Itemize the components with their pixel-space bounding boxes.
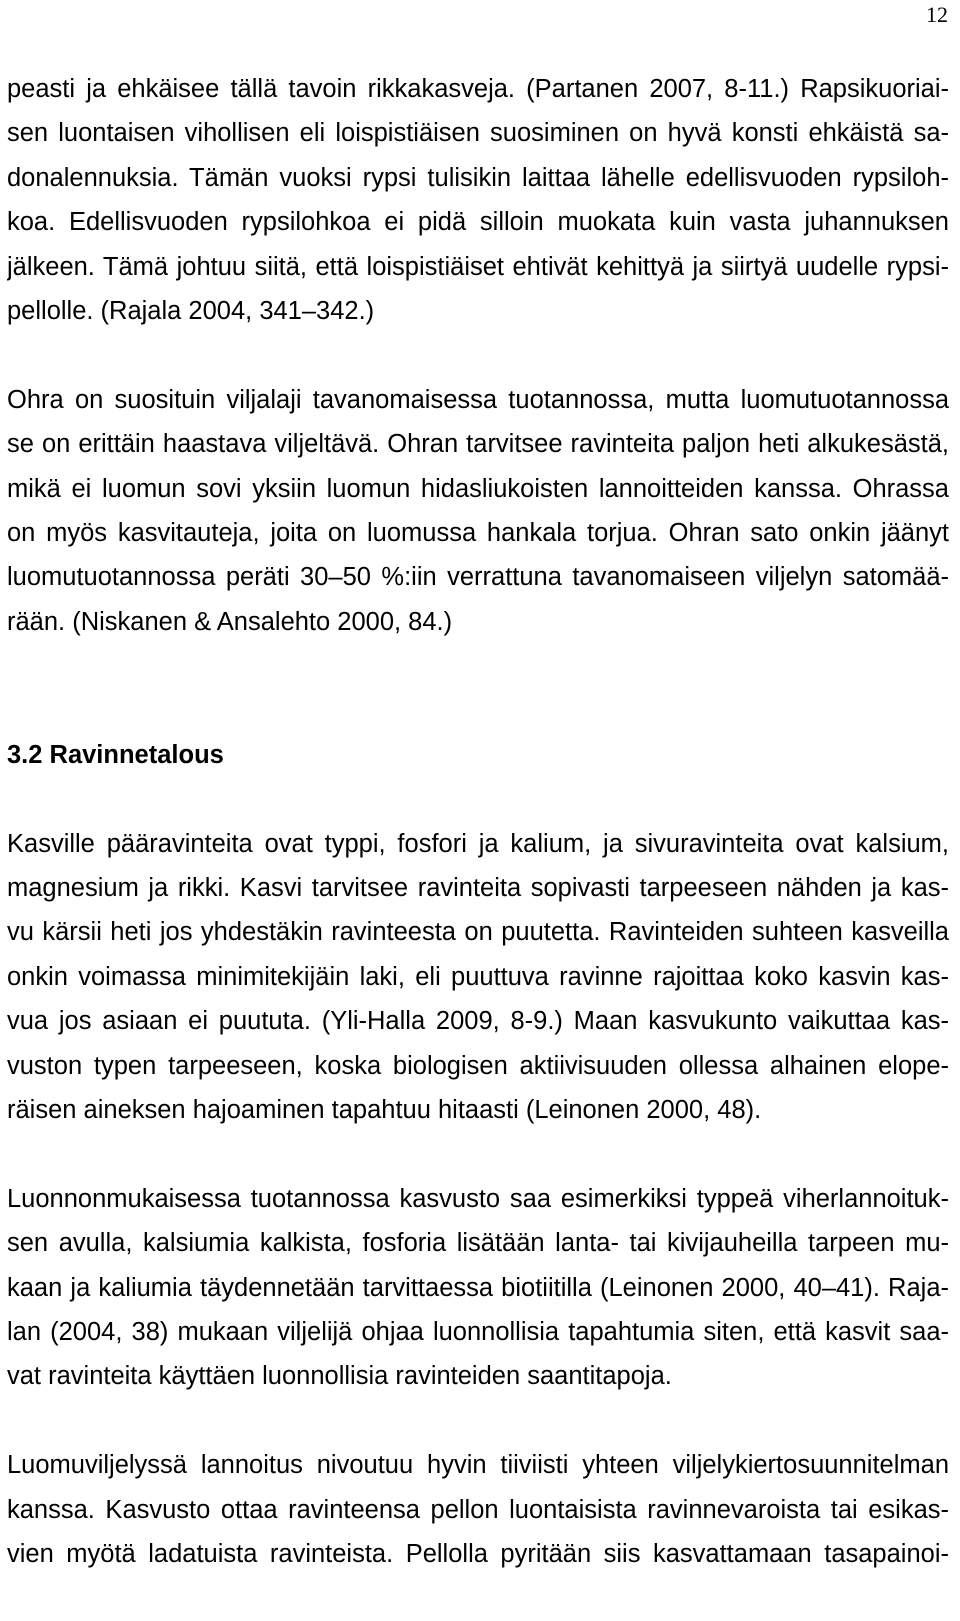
text-line: kanssa. Kasvusto ottaa ravinteensa pellon luontaisista ravinnevaroista tai esikas- [7, 1495, 949, 1524]
text-line: vien myötä ladatuista ravinteista. Pellolla pyritään siis kasvattamaan tasapainoi- [7, 1539, 949, 1568]
text-line: Ohra on suosituin viljalaji tavanomaisessa tuotannossa, mutta luomutuotannossa [7, 385, 949, 414]
text-line: rään. (Niskanen & Ansalehto 2000, 84.) [7, 607, 453, 636]
text-line: jälkeen. Tämä johtuu siitä, että loispistiäiset ehtivät kehittyä ja siirtyä uudelle rypsi- [7, 252, 949, 281]
text-line: sen luontaisen vihollisen eli loispistiäisen suosiminen on hyvä konsti ehkäistä sa- [7, 119, 949, 148]
text-line: Luonnonmukaisessa tuotannossa kasvusto saa esimerkiksi typpeä viherlannoituk- [7, 1184, 949, 1213]
text-line: vua jos asiaan ei puututa. (Yli-Halla 2009, 8-9.) Maan kasvukunto vaikuttaa kas- [7, 1007, 949, 1036]
text-line: kaan ja kaliumia täydennetään tarvittaessa biotiitilla (Leinonen 2000, 40–41). Raja- [7, 1273, 949, 1302]
text-line: peasti ja ehkäisee tällä tavoin rikkakasveja. (Partanen 2007, 8-11.) Rapsikuoriai- [7, 75, 949, 103]
text-line: sen avulla, kalsiumia kalkista, fosforia lisätään lanta- tai kivijauheilla tarpeen mu- [7, 1229, 949, 1258]
text-line: Luomuviljelyssä lannoitus nivoutuu hyvin tiiviisti yhteen viljelykiertosuunnitelman [7, 1451, 949, 1480]
page-number: 12 [926, 2, 948, 27]
text-line: luomutuotannossa peräti 30–50 %:iin verrattuna tavanomaiseen viljelyn satomää- [7, 563, 949, 592]
text-line: onkin voimassa minimitekijäin laki, eli puuttuva ravinne rajoittaa koko kasvin kas- [7, 962, 949, 991]
text-line: on myös kasvitauteja, joita on luomussa hankala torjua. Ohran sato onkin jäänyt [7, 518, 949, 547]
text-line: vat ravinteita käyttäen luonnollisia ravinteiden saantitapoja. [7, 1362, 672, 1391]
text-line: Kasville pääravinteita ovat typpi, fosfori ja kalium, ja sivuravinteita ovat kalsium, [7, 829, 949, 858]
text-line: mikä ei luomun sovi yksiin luomun hidasliukoisten lannoitteiden kanssa. Ohrassa [7, 474, 949, 503]
paragraph [7, 822, 949, 1133]
section-heading: 3.2 Ravinnetalous [7, 740, 224, 769]
text-line: vuston typen tarpeeseen, koska biologisen aktiivisuuden ollessa alhainen elope- [7, 1051, 949, 1080]
text-line: pellolle. (Rajala 2004, 341–342.) [7, 296, 375, 325]
paragraph [7, 67, 949, 333]
document-body [7, 67, 949, 1621]
text-line: räisen aineksen hajoaminen tapahtuu hitaasti (Leinonen 2000, 48). [7, 1096, 762, 1124]
text-line: vu kärsii heti jos yhdestäkin ravinteesta on puutetta. Ravinteiden suhteen kasveilla [7, 918, 949, 947]
text-line: magnesium ja rikki. Kasvi tarvitsee ravinteita sopivasti tarpeeseen nähden ja kas- [7, 874, 949, 903]
text-line: lan (2004, 38) mukaan viljelijä ohjaa luonnollisia tapahtumia siten, että kasvit saa- [7, 1317, 949, 1346]
paragraph [7, 378, 949, 644]
paragraph [7, 1177, 949, 1399]
text-line: koa. Edellisvuoden rypsilohkoa ei pidä silloin muokata kuin vasta juhannuksen [7, 208, 949, 237]
paragraph [7, 1443, 949, 1576]
text-line: se on erittäin haastava viljeltävä. Ohran tarvitsee ravinteita paljon heti alkukesästä, [7, 430, 949, 459]
text-line: donalennuksia. Tämän vuoksi rypsi tulisikin laittaa lähelle edellisvuoden rypsiloh- [7, 163, 949, 192]
